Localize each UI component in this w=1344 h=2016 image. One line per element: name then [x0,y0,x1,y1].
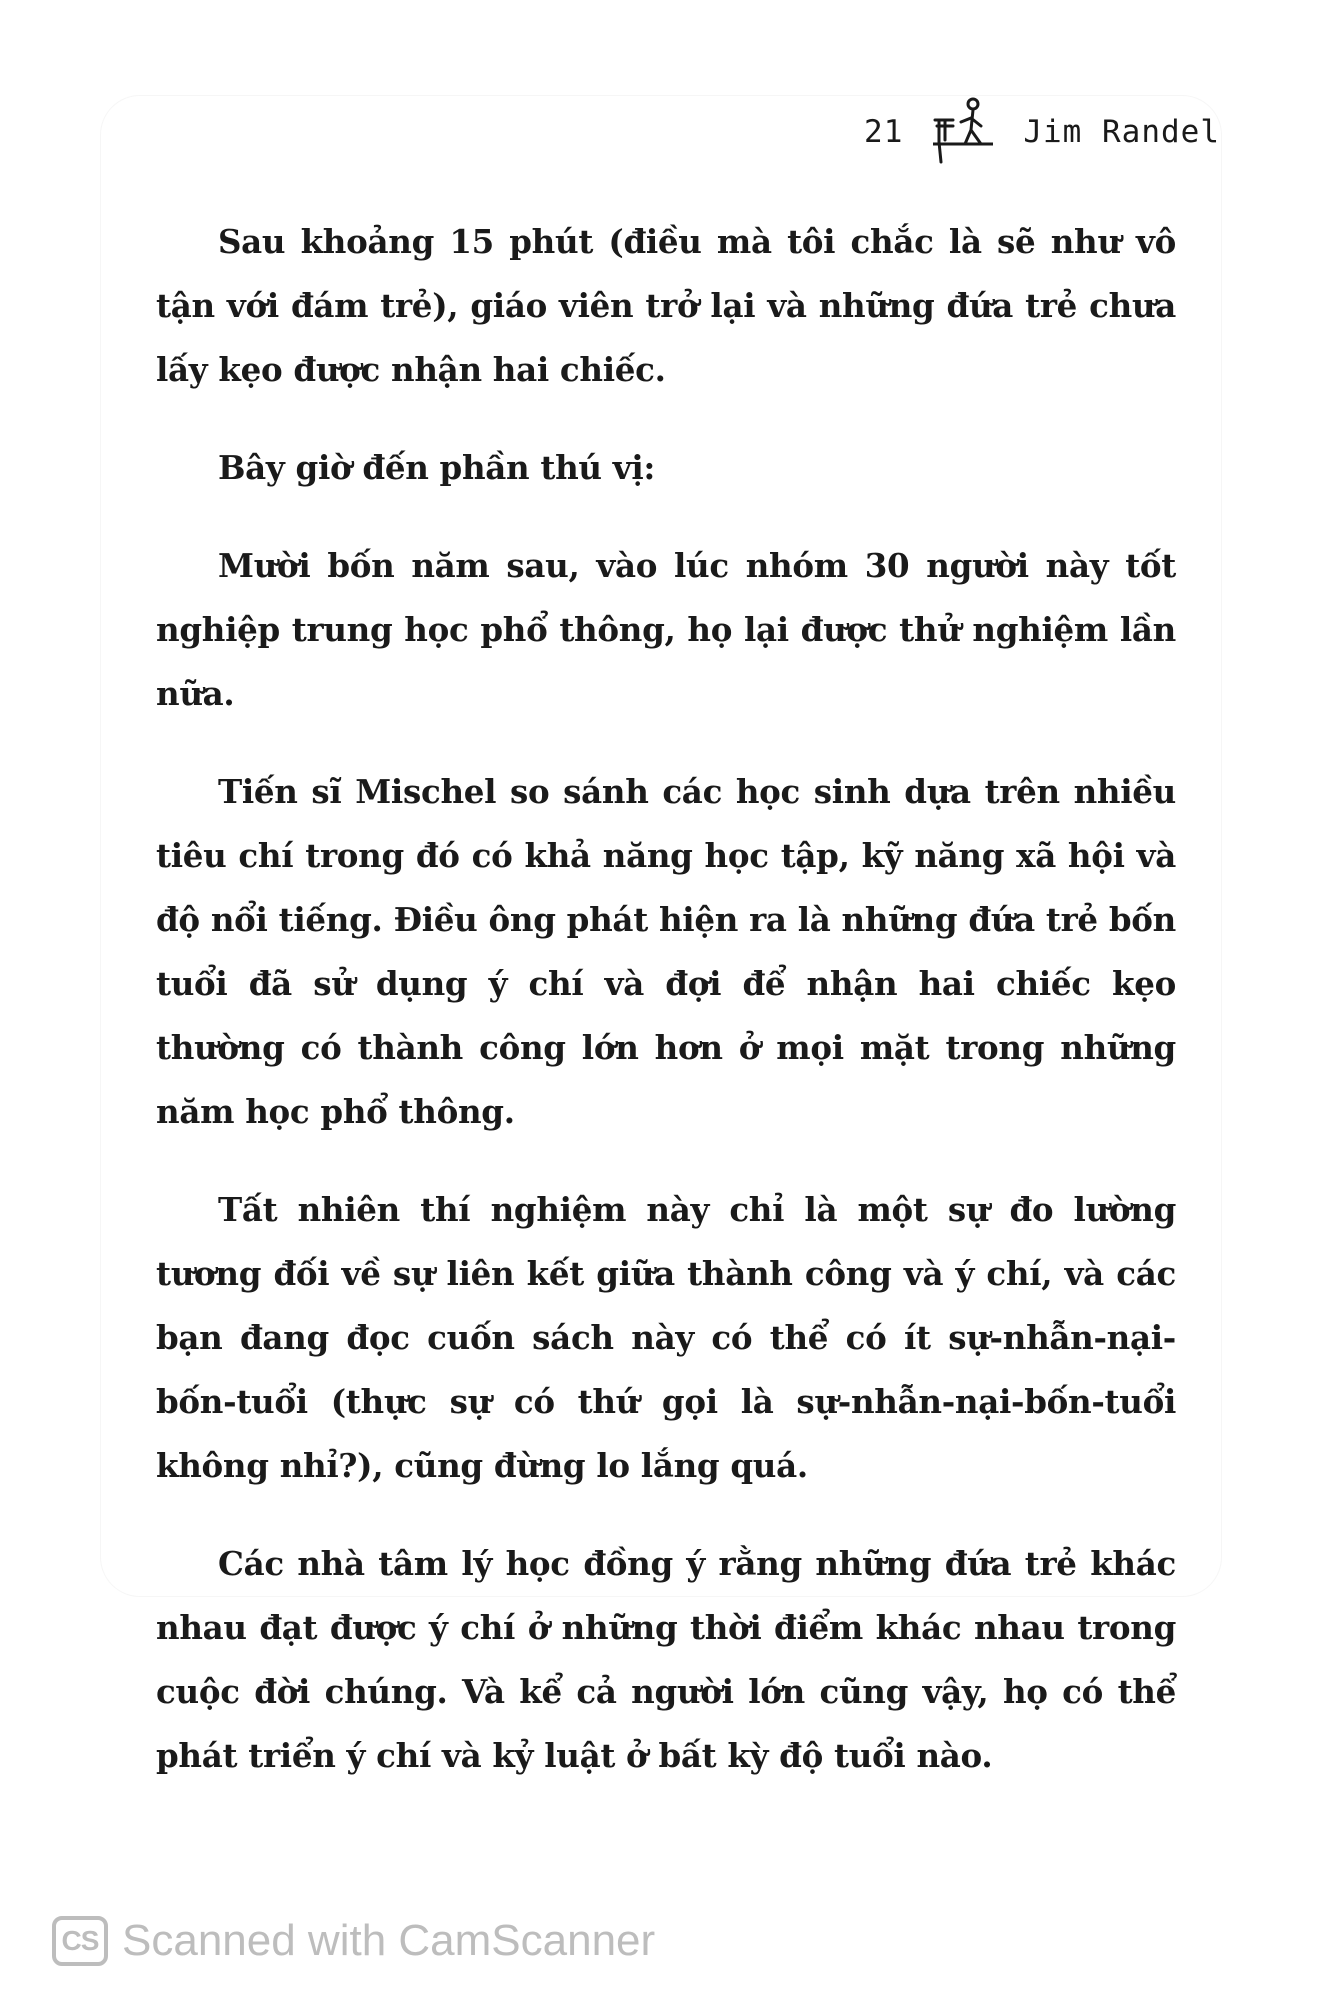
body-text [156,210,1176,1822]
camscanner-watermark [52,1916,655,1966]
watermark-text: Scanned with CamScanner [122,1916,656,1965]
paragraph: Mười bốn năm sau, vào lúc nhóm 30 người này tốt nghiệp trung học phổ thông, họ lại được thử nghiệm lần nữa. [156,546,1176,713]
paragraph: Bây giờ đến phần thú vị: [218,448,656,487]
stick-figure-icon [931,96,995,168]
paragraph: Các nhà tâm lý học đồng ý rằng những đứa trẻ khác nhau đạt được ý chí ở những thời điểm khác nhau trong cuộc đời chúng. Và kể cả người lớn cũng vậy, họ có thể phát triển ý chí và kỷ luật ở bất kỳ độ tuổi nào. [156,1544,1176,1775]
paragraph: Tất nhiên thí nghiệm này chỉ là một sự đo lường tương đối về sự liên kết giữa thành công và ý chí, và các bạn đang đọc cuốn sách này có thể có ít sự-nhẫn-nại-bốn-tuổi (thực sự có thứ gọi là sự-nhẫn-nại-bốn-tuổi không nhỉ?), cũng đừng lo lắng quá. [156,1190,1176,1485]
paragraph: Sau khoảng 15 phút (điều mà tôi chắc là sẽ như vô tận với đám trẻ), giáo viên trở lại và những đứa trẻ chưa lấy kẹo được nhận hai chiếc. [156,222,1176,389]
running-header [864,96,1220,168]
author-name: Jim Randel [1023,114,1220,150]
camscanner-logo-icon: CS [52,1916,108,1966]
paragraph: Tiến sĩ Mischel so sánh các học sinh dựa trên nhiều tiêu chí trong đó có khả năng học tập, kỹ năng xã hội và độ nổi tiếng. Điều ông phát hiện ra là những đứa trẻ bốn tuổi đã sử dụng ý chí và đợi để nhận hai chiếc kẹo thường có thành công lớn hơn ở mọi mặt trong những năm học phổ thông. [156,772,1176,1131]
page-number: 21 [864,114,904,150]
